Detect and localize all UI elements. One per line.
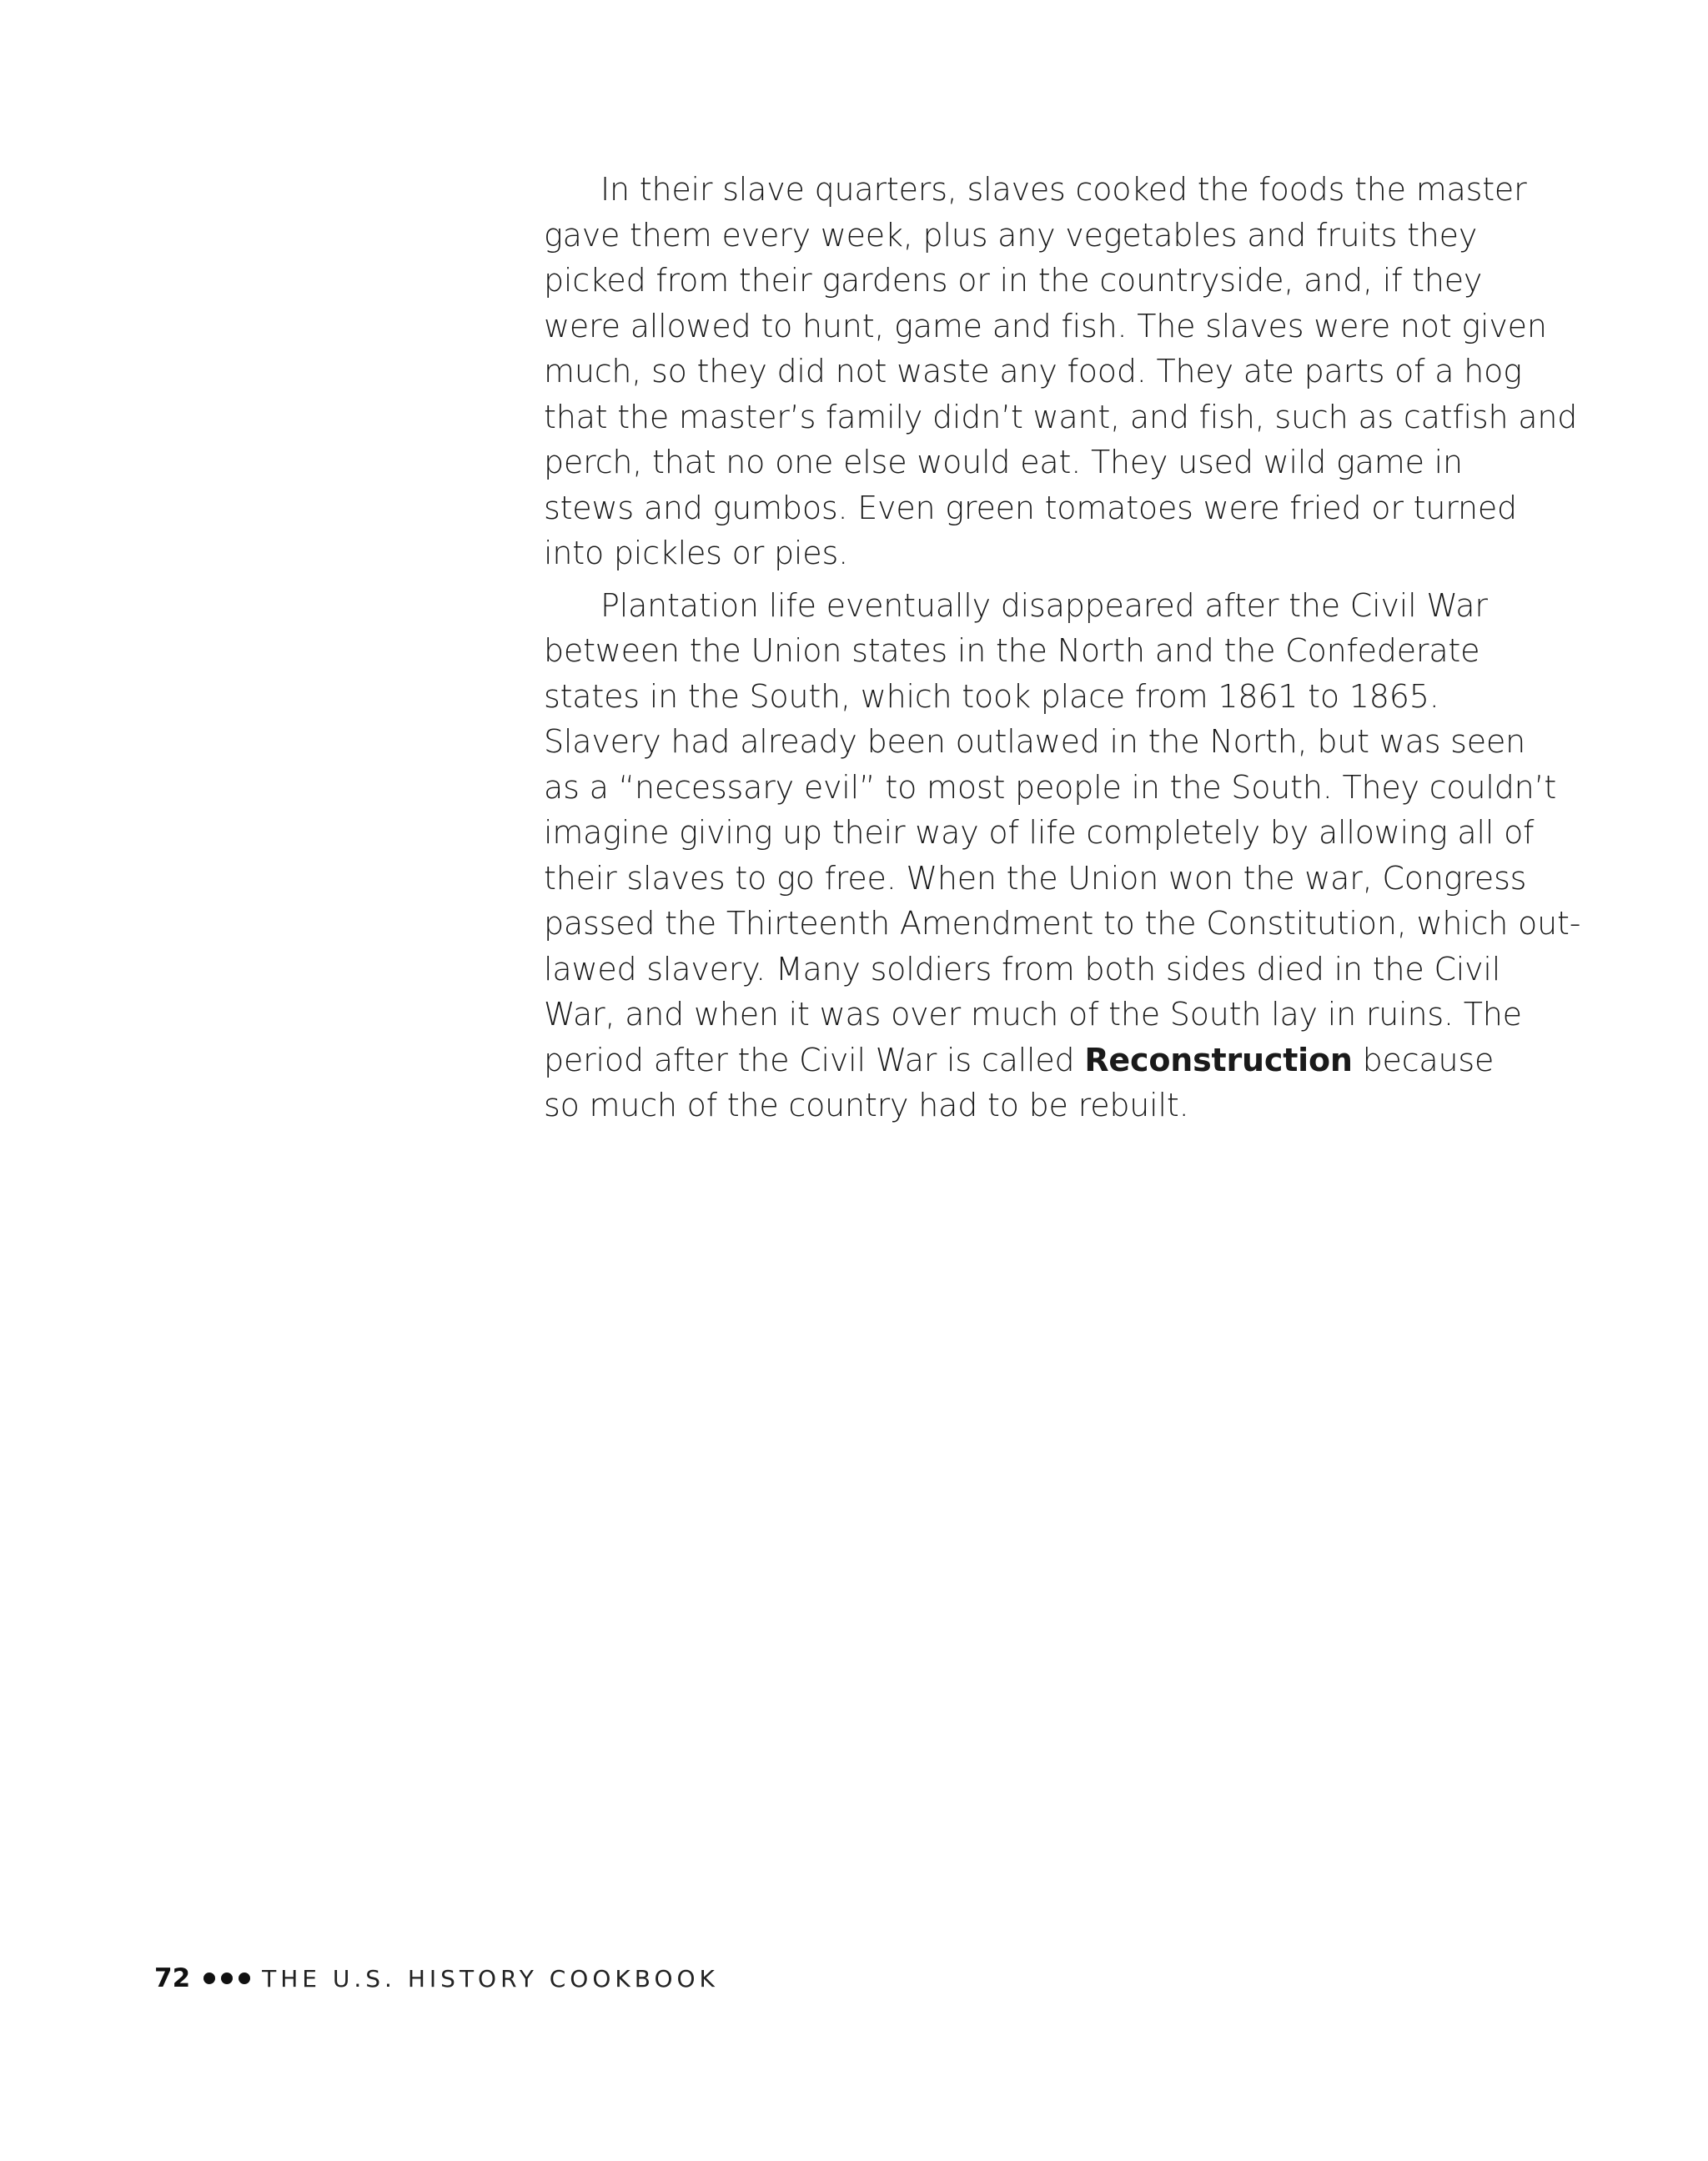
text-line: picked from their gardens or in the countryside, and, if they — [544, 262, 1483, 299]
text-line: states in the South, which took place from 1861 to 1865. — [544, 677, 1439, 715]
text-line: War, and when it was over much of the South lay in ruins. The — [544, 996, 1522, 1033]
dot-icon — [239, 1973, 250, 1984]
text-segment: because — [1352, 1041, 1494, 1078]
page-number: 72 — [154, 1963, 191, 1993]
text-line: perch, that no one else would eat. They used wild game in — [544, 444, 1463, 480]
body-text — [544, 167, 1581, 1128]
text-line: passed the Thirteenth Amendment to the Constitution, which out- — [544, 905, 1581, 942]
text-line: so much of the country had to be rebuilt. — [544, 1087, 1189, 1123]
dot-icon — [221, 1973, 233, 1984]
text-line-with-term — [544, 1038, 1499, 1083]
paragraph-1 — [544, 167, 1578, 576]
glossary-term: Reconstruction — [1084, 1041, 1353, 1078]
text-line: gave them every week, plus any vegetables and fruits they — [544, 216, 1478, 254]
text-segment: period after the Civil War is called — [544, 1041, 1085, 1078]
text-line: were allowed to hunt, game and fish. The slaves were not given — [544, 307, 1547, 344]
text-line: Plantation life eventually disappeared after the Civil War — [600, 586, 1488, 624]
text-line: into pickles or pies. — [544, 535, 848, 571]
text-line: stews and gumbos. Even green tomatoes were fried or turned — [544, 489, 1517, 526]
text-line: as a “necessary evil” to most people in the South. They couldn’t — [544, 768, 1557, 806]
page-footer — [154, 1962, 719, 1995]
text-line: Slavery had already been outlawed in the North, but was seen — [544, 723, 1526, 760]
text-line: imagine giving up their way of life completely by allowing all of — [544, 814, 1535, 851]
text-line: between the Union states in the North and the Confederate — [544, 632, 1480, 669]
text-line: their slaves to go free. When the Union won the war, Congress — [544, 859, 1527, 897]
bullet-dots-icon — [203, 1973, 250, 1984]
book-title: THE U.S. HISTORY COOKBOOK — [262, 1964, 719, 1993]
text-line: that the master’s family didn’t want, and fish, such as catfish and — [544, 398, 1578, 435]
text-line: much, so they did not waste any food. They ate parts of a hog — [544, 353, 1522, 389]
text-line: In their slave quarters, slaves cooked the foods the master — [600, 171, 1527, 208]
dot-icon — [203, 1973, 215, 1984]
text-line: lawed slavery. Many soldiers from both sides died in the Civil — [544, 950, 1501, 988]
paragraph-2 — [544, 583, 1581, 1128]
